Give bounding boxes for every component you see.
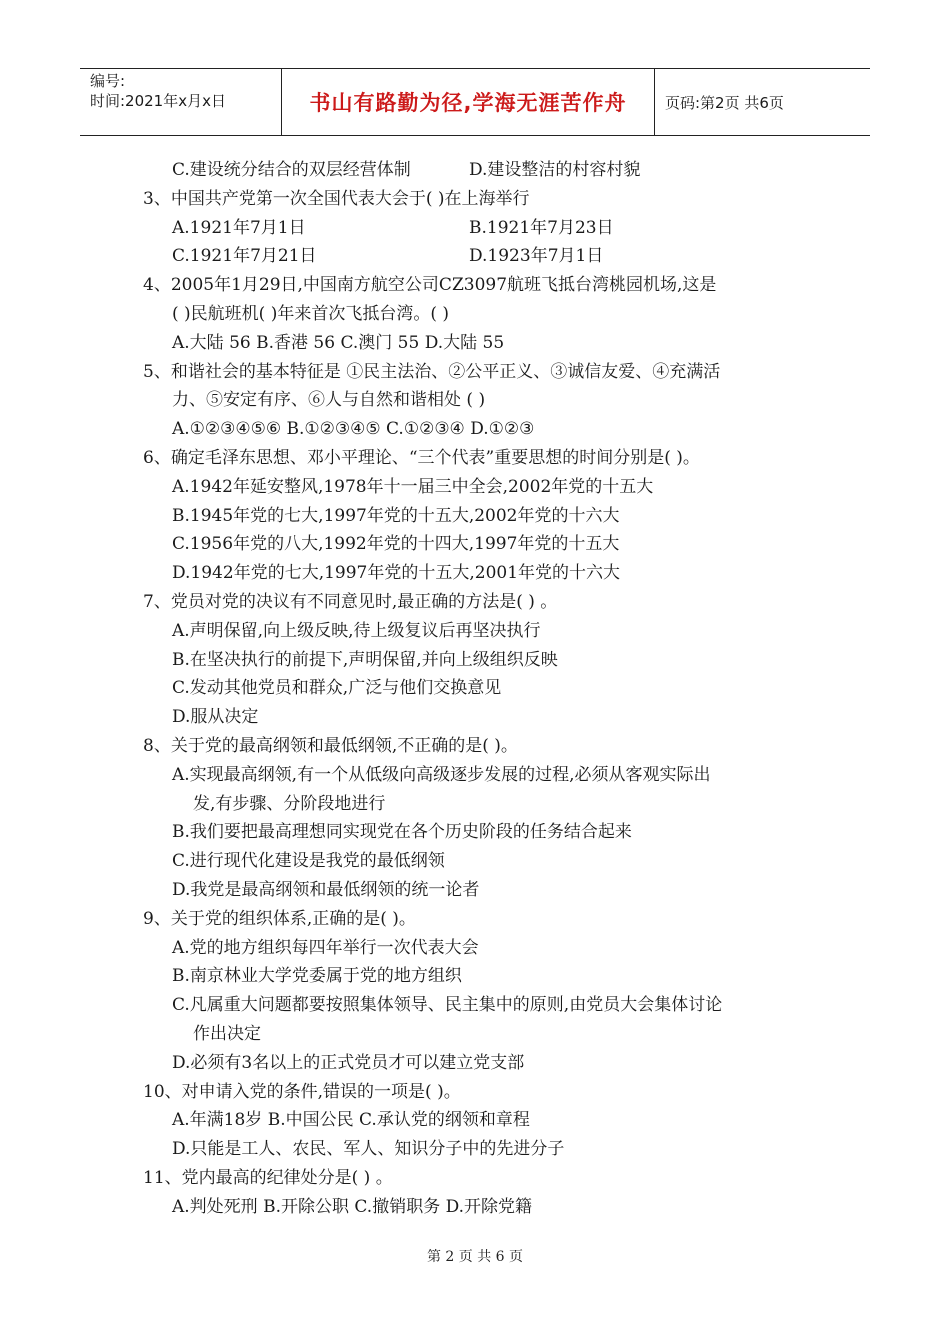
- option-line: [0, 1137, 950, 1161]
- option-line: [0, 878, 950, 902]
- option-line: [0, 763, 950, 787]
- option-line: [0, 216, 950, 240]
- option-line: [0, 648, 950, 672]
- question-line: [0, 1080, 950, 1104]
- option-line: [0, 331, 950, 355]
- question-text: 4、2005年1月29日,中国南方航空公司CZ3097航班飞抵台湾桃园机场,这是: [143, 275, 717, 296]
- option-text: C.1921年7月21日: [172, 246, 317, 267]
- option-line: [0, 849, 950, 873]
- question-text: 11、党内最高的纪律处分是( ) 。: [143, 1168, 393, 1188]
- option-text: 作出决定: [193, 1024, 261, 1044]
- option-line: [0, 1195, 950, 1219]
- option-line: [0, 820, 950, 844]
- option-line: [0, 792, 950, 816]
- option-text: ( )民航班机( )年来首次飞抵台湾。( ): [172, 304, 450, 324]
- question-text: 8、关于党的最高纲领和最低纲领,不正确的是( )。: [143, 736, 518, 756]
- page-footer: 第 2 页 共 6 页: [426, 1249, 524, 1265]
- option-line: [0, 1051, 950, 1075]
- option-line: [0, 158, 950, 182]
- question-line: [0, 590, 950, 614]
- question-text: 3、中国共产党第一次全国代表大会于( )在上海举行: [143, 188, 530, 209]
- question-text: 5、和谐社会的基本特征是 ①民主法治、②公平正义、③诚信友爱、④充满活: [143, 361, 721, 382]
- option-line: [0, 561, 950, 585]
- question-text: 9、关于党的组织体系,正确的是( )。: [143, 908, 416, 929]
- option-line: [0, 1108, 950, 1132]
- option-line: [0, 993, 950, 1017]
- option-text: C.建设统分结合的双层经营体制: [172, 160, 411, 180]
- page-header: [80, 68, 870, 136]
- option-text: A.大陆 56 B.香港 56 C.澳门 55 D.大陆 55: [172, 332, 505, 353]
- option-text: A.党的地方组织每四年举行一次代表大会: [172, 937, 479, 958]
- option-line: [0, 244, 950, 268]
- option-text: A.①②③④⑤⑥ B.①②③④⑤ C.①②③④ D.①②③: [172, 419, 535, 440]
- option-line: [0, 936, 950, 960]
- option-text: A.1942年延安整风,1978年十一届三中全会,2002年党的十五大: [172, 476, 654, 497]
- option-line: [0, 1022, 950, 1046]
- option-line: [0, 619, 950, 643]
- option-text: D.1923年7月1日: [469, 246, 604, 267]
- option-text: C.1956年党的八大,1992年党的十四大,1997年党的十五大: [172, 534, 620, 555]
- option-text: D.1942年党的七大,1997年党的十五大,2001年党的十六大: [172, 563, 621, 584]
- date-label: 时间:2021年x月x日: [90, 92, 226, 110]
- option-text: A.1921年7月1日: [172, 217, 306, 238]
- option-text: D.服从决定: [172, 707, 259, 728]
- option-line: [0, 475, 950, 499]
- option-text: D.建设整洁的村容村貌: [469, 160, 641, 180]
- option-text: A.判处死刑 B.开除公职 C.撤销职务 D.开除党籍: [172, 1196, 533, 1217]
- option-text: 发,有步骤、分阶段地进行: [193, 793, 386, 814]
- option-text: D.我党是最高纲领和最低纲领的统一论者: [172, 880, 480, 900]
- question-line: [0, 273, 950, 297]
- option-line: [0, 302, 950, 326]
- option-line: [0, 504, 950, 528]
- question-line: [0, 1166, 950, 1190]
- option-line: [0, 705, 950, 729]
- option-text: B.1921年7月23日: [469, 217, 614, 238]
- number-label: 编号:: [90, 72, 126, 90]
- option-text: B.1945年党的七大,1997年党的十五大,2002年党的十六大: [172, 505, 620, 526]
- option-text: 力、⑤安定有序、⑥人与自然和谐相处 ( ): [172, 390, 486, 411]
- option-line: [0, 964, 950, 988]
- question-text: 10、对申请入党的条件,错误的一项是( )。: [143, 1081, 461, 1102]
- header-meta: [80, 69, 282, 135]
- option-line: [0, 388, 950, 412]
- question-line: [0, 187, 950, 211]
- option-text: C.凡属重大问题都要按照集体领导、民主集中的原则,由党员大会集体讨论: [172, 995, 723, 1016]
- question-text: 7、党员对党的决议有不同意见时,最正确的方法是( ) 。: [143, 592, 558, 612]
- option-text: A.声明保留,向上级反映,待上级复议后再坚决执行: [172, 620, 541, 641]
- option-text: A.实现最高纲领,有一个从低级向高级逐步发展的过程,必须从客观实际出: [172, 764, 711, 785]
- header-motto: 书山有路勤为径,学海无涯苦作舟: [282, 69, 655, 135]
- option-text: C.发动其他党员和群众,广泛与他们交换意见: [172, 678, 502, 699]
- question-line: [0, 734, 950, 758]
- option-text: B.南京林业大学党委属于党的地方组织: [172, 966, 462, 987]
- option-text: D.只能是工人、农民、军人、知识分子中的先进分子: [172, 1139, 565, 1160]
- option-text: C.进行现代化建设是我党的最低纲领: [172, 851, 445, 872]
- option-line: [0, 532, 950, 556]
- question-line: [0, 446, 950, 470]
- header-page-number: 页码:第2页 共6页: [665, 93, 784, 112]
- question-line: [0, 907, 950, 931]
- question-line: [0, 360, 950, 384]
- question-text: 6、确定毛泽东思想、邓小平理论、“三个代表”重要思想的时间分别是( )。: [143, 448, 700, 468]
- option-text: B.我们要把最高理想同实现党在各个历史阶段的任务结合起来: [172, 822, 632, 843]
- option-text: D.必须有3名以上的正式党员才可以建立党支部: [172, 1052, 525, 1073]
- option-text: B.在坚决执行的前提下,声明保留,并向上级组织反映: [172, 649, 558, 670]
- option-line: [0, 417, 950, 441]
- option-text: A.年满18岁 B.中国公民 C.承认党的纲领和章程: [172, 1110, 530, 1131]
- option-line: [0, 676, 950, 700]
